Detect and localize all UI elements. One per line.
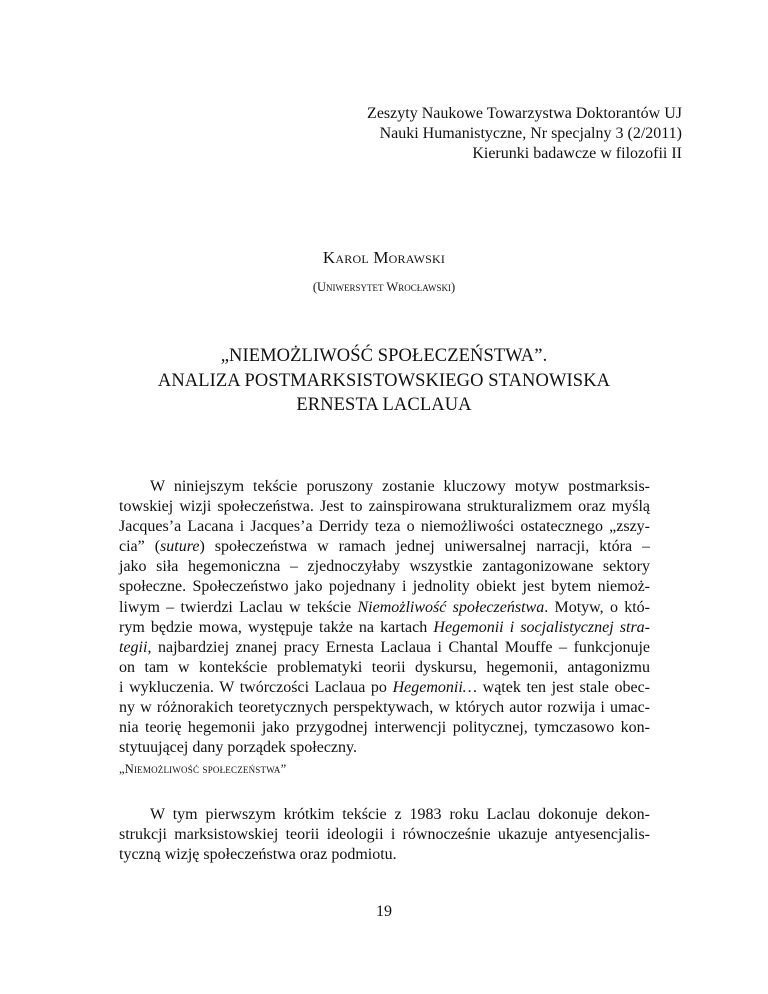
title-line: „NIEMOŻLIWOŚĆ SPOŁECZEŃSTWA”.: [220, 346, 548, 366]
journal-issue: Nauki Humanistyczne, Nr specjalny 3 (2/2011): [379, 125, 682, 142]
text-line: towskiej wizji społeczeństwa. Jest to zainspirowana strukturalizmem oraz myślą: [119, 498, 650, 516]
author-name: Karol Morawski: [322, 248, 446, 267]
text-line: on tam w kontekście problematyki teorii dyskursu, hegemonii, antagonizmu: [119, 658, 650, 676]
text-line: społeczne. Społeczeństwo jako pojednany i jednolity obiekt jest bytem niemoż-: [119, 578, 650, 596]
article-title: [0, 344, 768, 418]
text-line: tegii, najbardziej znanej pracy Ernesta Laclaua i Chantal Mouffe – funkcjonuje: [119, 638, 650, 656]
text-line: i wykluczenia. W twórczości Laclaua po Hegemonii… wątek ten jest stale obec-: [119, 678, 650, 696]
italic-term: suture: [160, 538, 200, 556]
text-line: Jacques’a Lacana i Jacques’a Derridy teza o niemożliwości ostatecznego „zszy-: [119, 518, 650, 536]
journal-series: Kierunki badawcze w filozofii II: [472, 145, 682, 162]
title-line: ERNESTA LACLAUA: [296, 395, 472, 415]
title-line: ANALIZA POSTMARKSISTOWSKIEGO STANOWISKA: [157, 370, 611, 391]
journal-name: Zeszyty Naukowe Towarzystwa Doktorantów UJ: [367, 105, 682, 122]
page-number: 19: [376, 903, 392, 920]
author-affiliation: (Uniwersytet Wrocławski): [312, 280, 456, 294]
text-line: jako siła hegemoniczna – zjednoczyłaby wszystkie zantagonizowane sektory: [119, 558, 650, 576]
text-line: liwym – twierdzi Laclau w tekście Niemożliwość społeczeństwa. Motyw, o któ-: [119, 598, 650, 616]
text-line: nia teorię hegemonii jako przygodnej interwencji politycznej, tymczasowo kon-: [119, 719, 650, 737]
section-heading: „Niemożliwość społeczeństwa”: [119, 762, 287, 776]
text-line: tyczną wizję społeczeństwa oraz podmiotu.: [119, 846, 397, 864]
text-line: cia” (suture) społeczeństwa w ramach jednej uniwersalnej narracji, która –: [119, 538, 650, 556]
text-line: strukcji marksistowskiej teorii ideologii i równocześnie ukazuje antyesencjalis-: [119, 826, 650, 844]
text-line: W tym pierwszym krótkim tekście z 1983 roku Laclau dokonuje dekon-: [150, 806, 650, 823]
abstract-paragraph: [119, 477, 650, 758]
text-line: ny w różnorakich teoretycznych perspektywach, w których autor rozwija i umac-: [119, 699, 650, 717]
text-line: stytuującej dany porządek społeczny.: [119, 739, 357, 757]
journal-header: [367, 104, 682, 164]
italic-title: tegii: [119, 638, 148, 656]
italic-title: Hegemonii i socjalistycznej stra-: [433, 618, 651, 636]
body-paragraph: [119, 805, 650, 865]
italic-title: Hegemonii…: [392, 678, 477, 696]
italic-title: Niemożliwość społeczeństwa: [357, 598, 545, 616]
text-line: rym będzie mowa, występuje także na kartach Hegemonii i socjalistycznej stra-: [119, 618, 651, 636]
text-line: W niniejszym tekście poruszony zostanie kluczowy motyw postmarksis-: [150, 478, 650, 495]
